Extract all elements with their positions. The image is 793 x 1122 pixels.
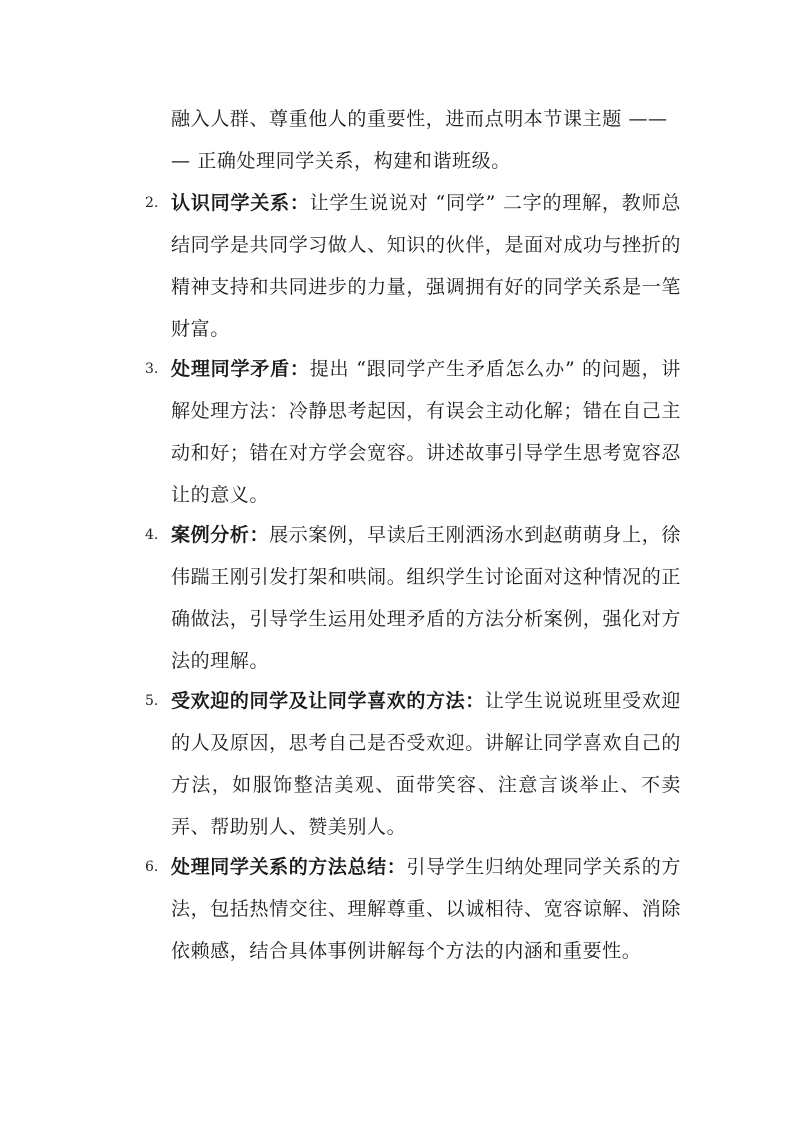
list-item-number: 5.: [145, 693, 159, 709]
list-item-body: [171, 846, 681, 972]
list-item-title: 认识同学关系：: [171, 192, 310, 214]
list-item: [140, 846, 680, 972]
list-item-title: 处理同学关系的方法总结：: [171, 856, 407, 878]
list-item-text: 引导学生归纳处理同学关系的方法，包括热情交往、理解尊重、以诚相待、宽容谅解、消除依赖感，结合具体事例讲解每个方法的内涵和重要性。: [171, 856, 681, 962]
list-item-body: [171, 514, 681, 682]
list-item: [140, 514, 680, 682]
list-item: [140, 348, 680, 516]
list-item-title: 受欢迎的同学及让同学喜欢的方法：: [171, 690, 485, 712]
list-item-body: [171, 680, 681, 848]
list-item-number: 4.: [145, 527, 159, 543]
list-item-body: [171, 182, 681, 350]
list-item-number: 6.: [145, 859, 159, 875]
list-item-body: [171, 348, 681, 516]
list-item: [140, 680, 680, 848]
list-item-title: 案例分析：: [171, 524, 270, 546]
list-item: [140, 182, 680, 350]
list-item-number: 2.: [145, 195, 159, 211]
intro-line-2: — 正确处理同学关系，构建和谐班级。: [171, 150, 511, 172]
list-item-text: 展示案例，早读后王刚洒汤水到赵萌萌身上，徐伟踹王刚引发打架和哄闹。组织学生讨论面对这种情况的正确做法，引导学生运用处理矛盾的方法分析案例，强化对方法的理解。: [171, 524, 681, 672]
intro-paragraph: [171, 98, 681, 182]
list-item-text: 提出 “跟同学产生矛盾怎么办” 的问题，讲解处理方法：冷静思考起因，有误会主动化解；错在自己主动和好；错在对方学会宽容。讲述故事引导学生思考宽容忍让的意义。: [171, 358, 681, 506]
intro-line-1: 融入人群、尊重他人的重要性，进而点明本节课主题 ——: [171, 108, 668, 130]
list-item-number: 3.: [145, 361, 159, 377]
list-item-title: 处理同学矛盾：: [171, 358, 310, 380]
list-item-text: 让学生说说班里受欢迎的人及原因，思考自己是否受欢迎。讲解让同学喜欢自己的方法，如服饰整洁美观、面带笑容、注意言谈举止、不卖弄、帮助别人、赞美别人。: [171, 690, 681, 838]
list-item-text: 让学生说说对 “同学” 二字的理解，教师总结同学是共同学习做人、知识的伙伴，是面对成功与挫折的精神支持和共同进步的力量，强调拥有好的同学关系是一笔财富。: [171, 192, 681, 340]
